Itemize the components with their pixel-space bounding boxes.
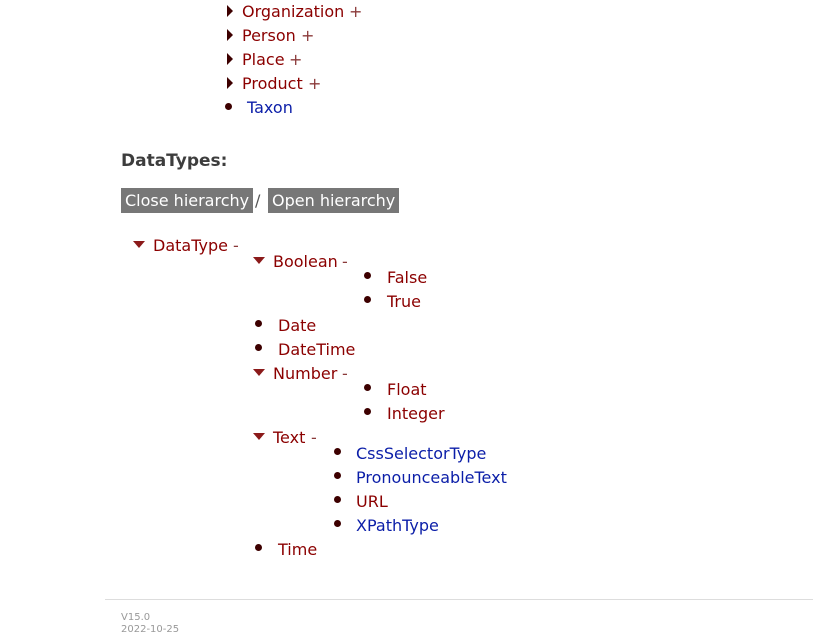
footer-divider xyxy=(105,599,813,600)
tree-item-float[interactable]: Float xyxy=(387,380,427,399)
bullet-icon xyxy=(364,296,371,303)
tree-item-url[interactable]: URL xyxy=(356,492,388,511)
expand-arrow-icon[interactable] xyxy=(227,29,233,41)
bullet-icon xyxy=(364,384,371,391)
separator: / xyxy=(255,191,261,210)
tree-item-boolean[interactable]: Boolean xyxy=(273,252,338,271)
bullet-icon xyxy=(334,448,341,455)
bullet-icon xyxy=(255,320,262,327)
bullet-icon xyxy=(334,496,341,503)
tree-item-place[interactable]: Place xyxy=(242,50,285,69)
footer-version: V15.0 xyxy=(121,612,151,623)
bullet-icon xyxy=(364,272,371,279)
tree-item-false[interactable]: False xyxy=(387,268,428,287)
tree-item-datetime[interactable]: DateTime xyxy=(278,340,356,359)
tree-item-product[interactable]: Product xyxy=(242,74,303,93)
tree-item-integer[interactable]: Integer xyxy=(387,404,445,423)
tree-item-true[interactable]: True xyxy=(387,292,421,311)
tree-item-cssselectortype[interactable]: CssSelectorType xyxy=(356,444,487,463)
expand-toggle[interactable]: + xyxy=(289,50,303,69)
tree-item-date[interactable]: Date xyxy=(278,316,317,335)
tree-item-text[interactable]: Text xyxy=(273,428,306,447)
tree-item-taxon[interactable]: Taxon xyxy=(247,98,293,117)
tree-item-organization[interactable]: Organization xyxy=(242,2,345,21)
collapse-arrow-icon[interactable] xyxy=(253,369,265,376)
footer-date: 2022-10-25 xyxy=(121,624,180,635)
tree-item-time[interactable]: Time xyxy=(278,540,318,559)
tree-item-person[interactable]: Person xyxy=(242,26,296,45)
collapse-toggle[interactable]: - xyxy=(233,236,239,255)
expand-toggle[interactable]: + xyxy=(301,26,315,45)
collapse-arrow-icon[interactable] xyxy=(253,433,265,440)
open-hierarchy-button[interactable]: Open hierarchy xyxy=(268,188,399,213)
bullet-icon xyxy=(364,408,371,415)
expand-arrow-icon[interactable] xyxy=(227,5,233,17)
bullet-icon xyxy=(225,103,232,110)
tree-item-pronounceabletext[interactable]: PronounceableText xyxy=(356,468,507,487)
bullet-icon xyxy=(334,520,341,527)
collapse-arrow-icon[interactable] xyxy=(253,257,265,264)
tree-item-datatype[interactable]: DataType xyxy=(153,236,228,255)
collapse-toggle[interactable]: - xyxy=(342,364,348,383)
tree-item-xpathtype[interactable]: XPathType xyxy=(356,516,439,535)
expand-toggle[interactable]: + xyxy=(308,74,322,93)
expand-arrow-icon[interactable] xyxy=(227,53,233,65)
bullet-icon xyxy=(334,472,341,479)
collapse-toggle[interactable]: - xyxy=(311,428,317,447)
collapse-toggle[interactable]: - xyxy=(342,252,348,271)
bullet-icon xyxy=(255,344,262,351)
expand-arrow-icon[interactable] xyxy=(227,77,233,89)
expand-toggle[interactable]: + xyxy=(349,2,363,21)
bullet-icon xyxy=(255,544,262,551)
datatypes-heading: DataTypes: xyxy=(121,151,228,171)
collapse-arrow-icon[interactable] xyxy=(133,241,145,248)
tree-item-number[interactable]: Number xyxy=(273,364,338,383)
close-hierarchy-button[interactable]: Close hierarchy xyxy=(121,188,253,213)
